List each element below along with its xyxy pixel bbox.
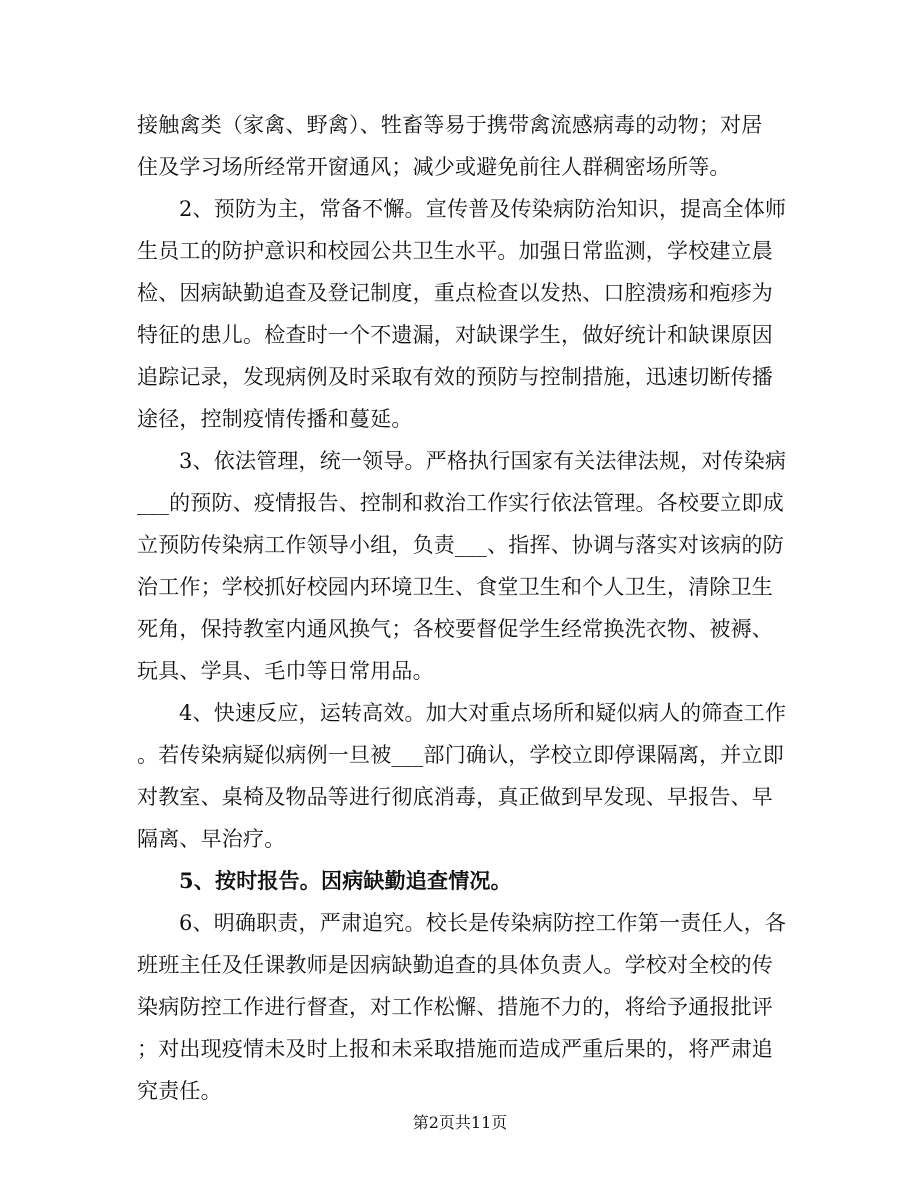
text-line: ___的预防、疫情报告、控制和救治工作实行依法管理。各校要立即成 — [137, 491, 784, 515]
text-line: 究责任。 — [137, 1079, 222, 1103]
paragraph-2-start: 2、预防为主，常备不懈。宣传普及传染病防治知识，提高全体师 — [179, 197, 787, 221]
text-line: 。若传染病疑似病例一旦被___部门确认，学校立即停课隔离，并立即 — [137, 743, 784, 767]
paragraph-5-heading: 5、按时报告。因病缺勤追查情况。 — [179, 868, 512, 893]
text-line: 追踪记录，发现病例及时采取有效的预防与控制措施，迅速切断传播 — [137, 365, 773, 389]
paragraph-4-start: 4、快速反应，运转高效。加大对重点场所和疑似病人的筛查工作 — [179, 701, 787, 725]
text-line: ；对出现疫情未及时上报和未采取措施而造成严重后果的，将严肃追 — [137, 1037, 773, 1061]
text-line: 死角，保持教室内通风换气；各校要督促学生经常换洗衣物、被褥、 — [137, 617, 773, 641]
text-line: 隔离、早治疗。 — [137, 827, 286, 851]
text-line: 染病防控工作进行督查，对工作松懈、措施不力的，将给予通报批评 — [137, 995, 773, 1019]
text-line: 玩具、学具、毛巾等日常用品。 — [137, 659, 434, 683]
text-line: 途径，控制疫情传播和蔓延。 — [137, 407, 413, 431]
page-number-footer: 第2页共11页 — [412, 1113, 508, 1132]
text-line: 对教室、桌椅及物品等进行彻底消毒，真正做到早发现、早报告、早 — [137, 785, 773, 809]
text-line: 特征的患儿。检查时一个不遗漏，对缺课学生，做好统计和缺课原因 — [137, 323, 773, 347]
paragraph-6-start: 6、明确职责，严肃追究。校长是传染病防控工作第一责任人，各 — [179, 911, 787, 935]
paragraph-3-start: 3、依法管理，统一领导。严格执行国家有关法律法规，对传染病 — [179, 449, 787, 473]
text-line: 治工作；学校抓好校园内环境卫生、食堂卫生和个人卫生，清除卫生 — [137, 575, 773, 599]
text-line: 检、因病缺勤追查及登记制度，重点检查以发热、口腔溃疡和疱疹为 — [137, 281, 773, 305]
text-line: 住及学习场所经常开窗通风；减少或避免前往人群稠密场所等。 — [137, 155, 731, 179]
text-line: 生员工的防护意识和校园公共卫生水平。加强日常监测，学校建立晨 — [137, 239, 773, 263]
text-line: 立预防传染病工作领导小组，负责___、指挥、协调与落实对该病的防 — [137, 533, 784, 557]
text-line: 班班主任及任课教师是因病缺勤追查的具体负责人。学校对全校的传 — [137, 953, 773, 977]
text-line: 接触禽类（家禽、野禽）、牲畜等易于携带禽流感病毒的动物；对居 — [137, 113, 763, 137]
